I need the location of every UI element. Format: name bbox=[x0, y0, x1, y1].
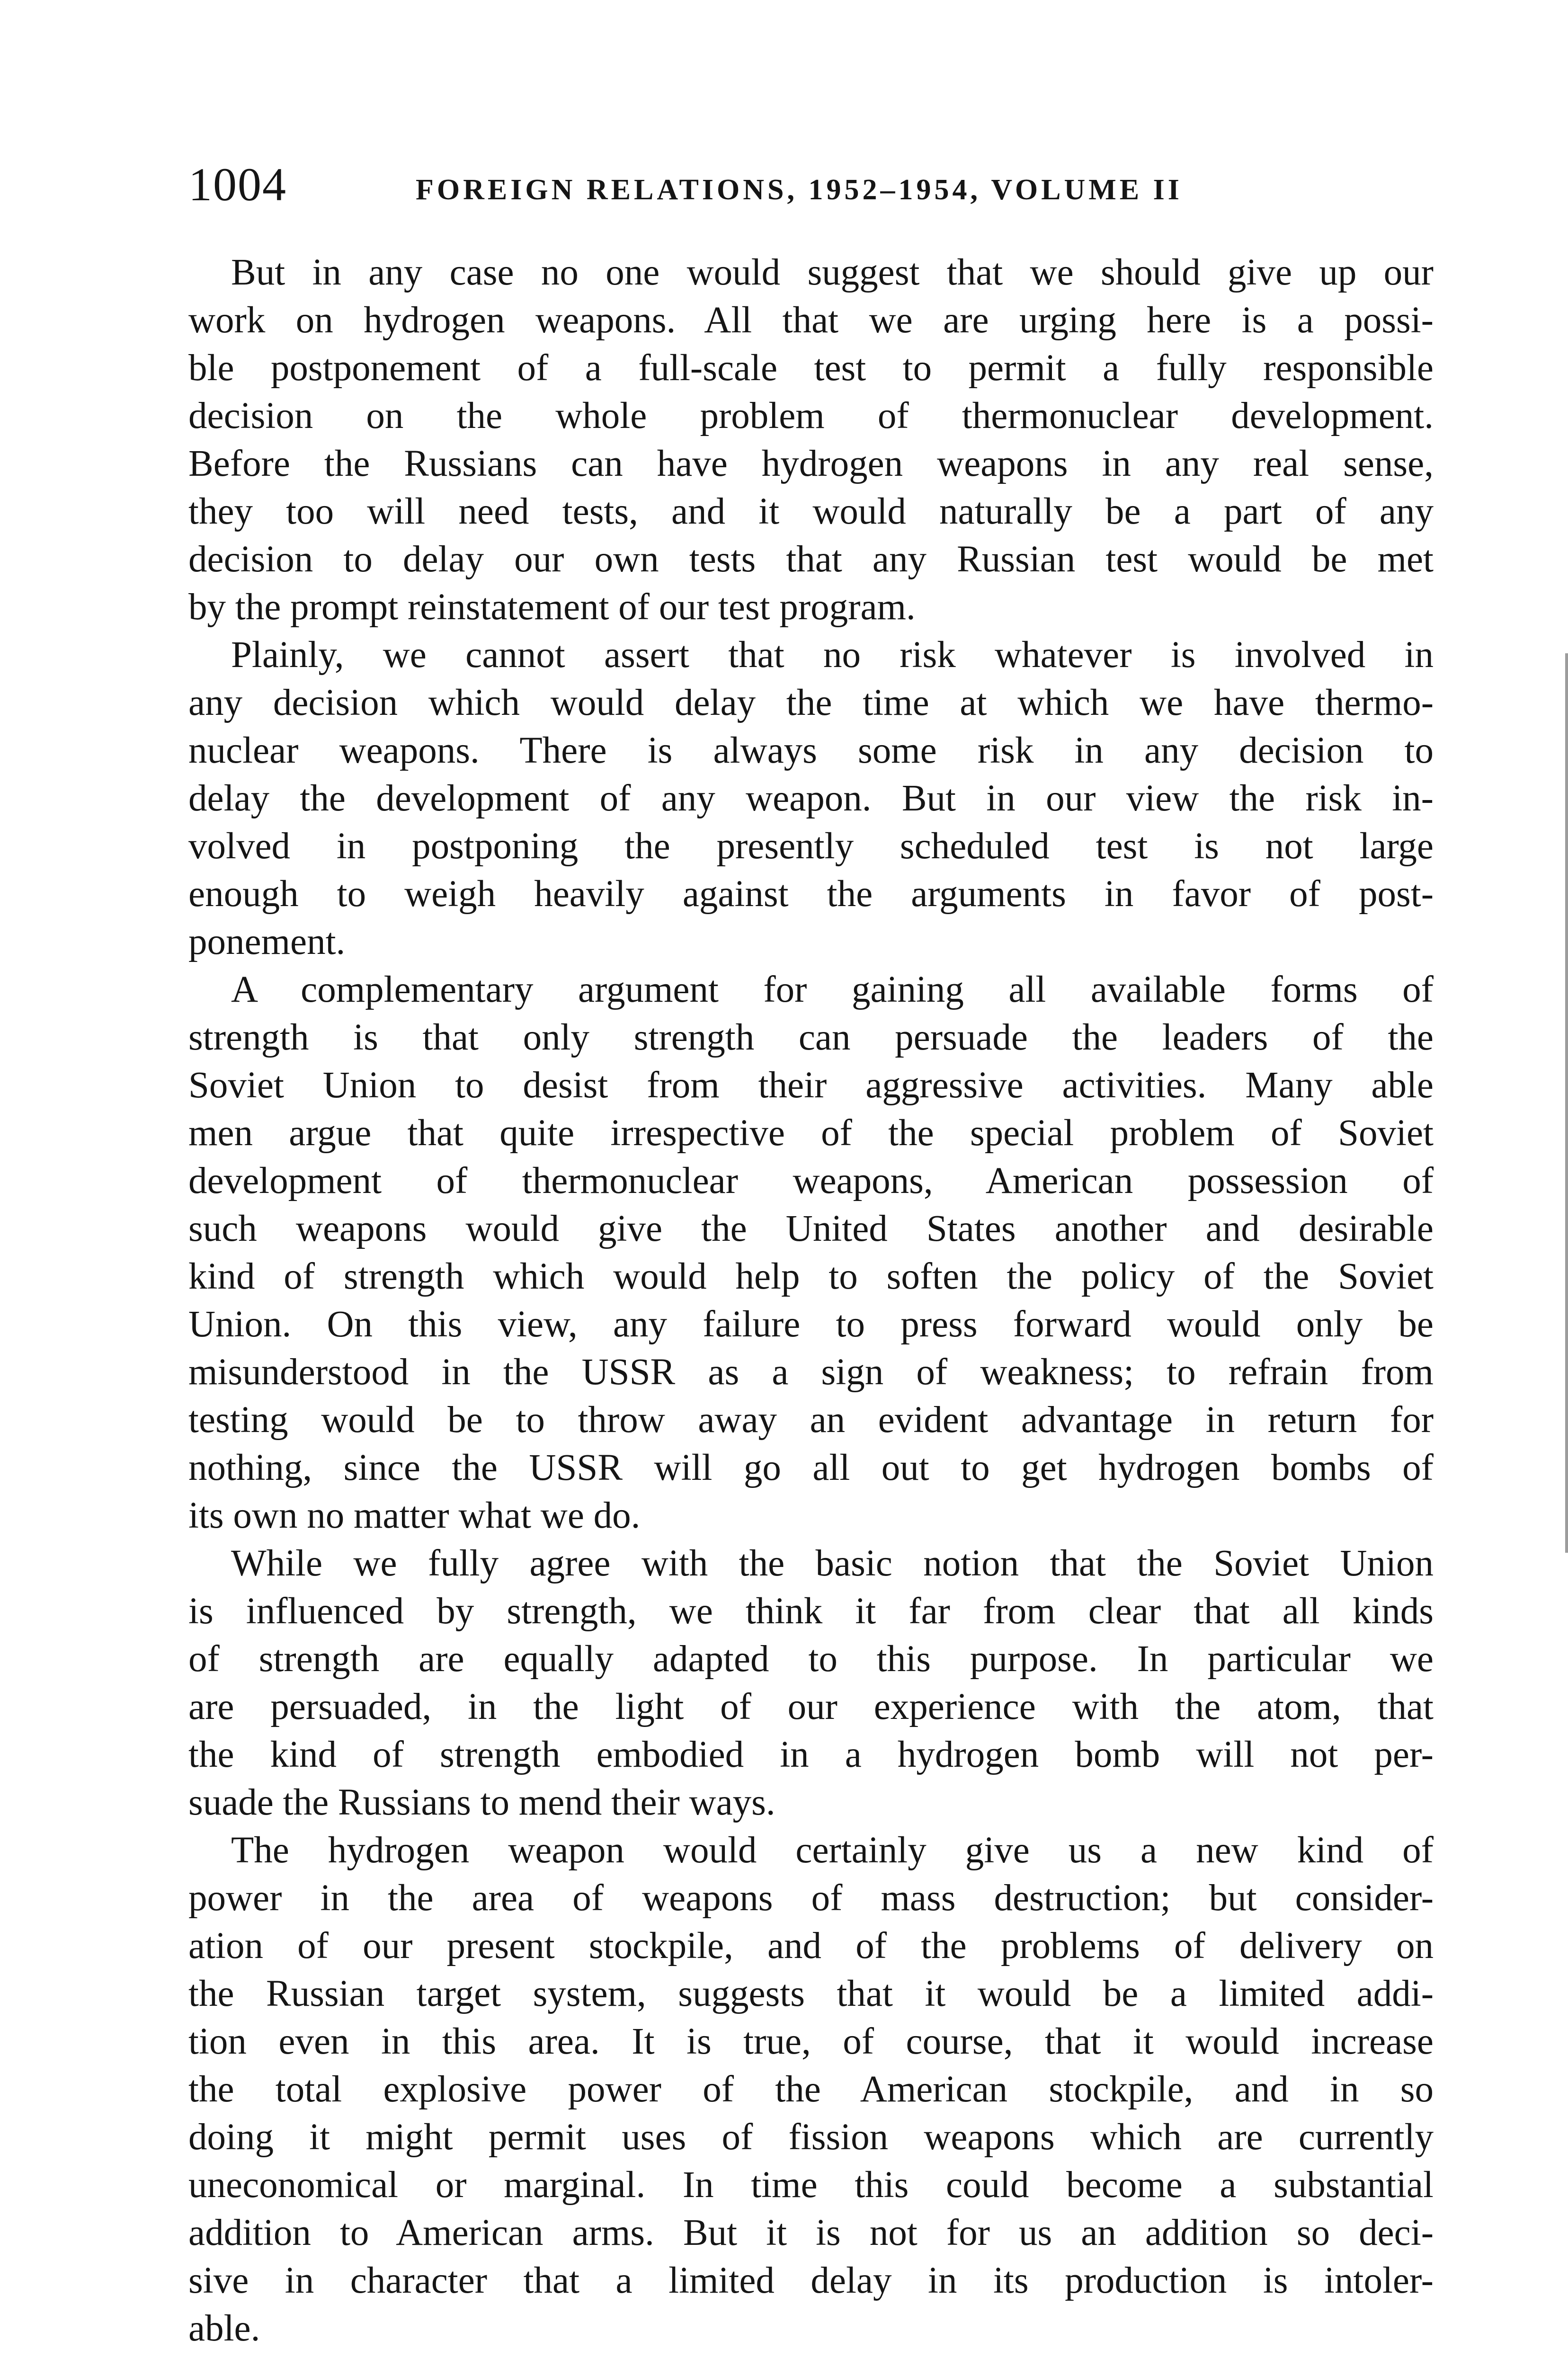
text-line: volved in postponing the presently scheduled test is not large bbox=[188, 826, 1434, 867]
text-line: addition to American arms. But it is not for us an addition so deci- bbox=[188, 2212, 1434, 2253]
text-line: able. bbox=[188, 2308, 260, 2349]
running-header bbox=[188, 159, 1438, 211]
paragraph-4 bbox=[188, 1539, 1434, 1826]
text-line: they too will need tests, and it would naturally be a part of any bbox=[188, 491, 1434, 532]
text-line: Before the Russians can have hydrogen weapons in any real sense, bbox=[188, 443, 1434, 484]
text-line: testing would be to throw away an evident advantage in return for bbox=[188, 1399, 1434, 1441]
body-text bbox=[188, 249, 1434, 2352]
text-line: of strength are equally adapted to this purpose. In particular we bbox=[188, 1638, 1434, 1680]
text-line: enough to weigh heavily against the arguments in favor of post- bbox=[188, 873, 1434, 915]
text-line: sive in character that a limited delay in its production is intoler- bbox=[188, 2260, 1434, 2301]
text-line: nothing, since the USSR will go all out to get hydrogen bombs of bbox=[188, 1447, 1434, 1488]
text-line: Plainly, we cannot assert that no risk whatever is involved in bbox=[231, 634, 1434, 676]
text-line: are persuaded, in the light of our experience with the atom, that bbox=[188, 1686, 1434, 1727]
text-line: uneconomical or marginal. In time this could become a substantial bbox=[188, 2164, 1434, 2206]
text-line: such weapons would give the United States another and desirable bbox=[188, 1208, 1434, 1249]
text-line: A complementary argument for gaining all available forms of bbox=[231, 969, 1434, 1010]
text-line: delay the development of any weapon. But in our view the risk in- bbox=[188, 778, 1434, 819]
text-line: ation of our present stockpile, and of the problems of delivery on bbox=[188, 1925, 1434, 1967]
text-line: kind of strength which would help to soften the policy of the Soviet bbox=[188, 1256, 1434, 1297]
text-line: power in the area of weapons of mass destruction; but consider- bbox=[188, 1878, 1434, 1919]
text-line: any decision which would delay the time at which we have thermo- bbox=[188, 682, 1434, 723]
text-line: the Russian target system, suggests that it would be a limited addi- bbox=[188, 1973, 1434, 2014]
paragraph-1 bbox=[188, 249, 1434, 631]
paragraph-3 bbox=[188, 966, 1434, 1539]
text-line: men argue that quite irrespective of the special problem of Soviet bbox=[188, 1112, 1434, 1154]
text-line: tion even in this area. It is true, of course, that it would increase bbox=[188, 2021, 1434, 2062]
text-line: strength is that only strength can persuade the leaders of the bbox=[188, 1017, 1434, 1058]
text-line: Union. On this view, any failure to press forward would only be bbox=[188, 1304, 1434, 1345]
text-line: Soviet Union to desist from their aggressive activities. Many able bbox=[188, 1065, 1434, 1106]
text-line: the total explosive power of the American stockpile, and in so bbox=[188, 2069, 1434, 2110]
text-line: is influenced by strength, we think it far from clear that all kinds bbox=[188, 1591, 1434, 1632]
text-line: doing it might permit uses of fission weapons which are currently bbox=[188, 2117, 1434, 2158]
text-line: development of thermonuclear weapons, American possession of bbox=[188, 1160, 1434, 1201]
text-line: While we fully agree with the basic notion that the Soviet Union bbox=[231, 1543, 1434, 1584]
text-line: misunderstood in the USSR as a sign of weakness; to refrain from bbox=[188, 1352, 1434, 1393]
text-line: decision on the whole problem of thermonuclear development. bbox=[188, 395, 1434, 436]
text-line: But in any case no one would suggest that we should give up our bbox=[231, 252, 1434, 293]
paragraph-2 bbox=[188, 631, 1434, 966]
running-title: FOREIGN RELATIONS, 1952–1954, VOLUME II bbox=[416, 174, 1183, 206]
text-line: The hydrogen weapon would certainly give us a new kind of bbox=[231, 1830, 1434, 1871]
text-line: ble postponement of a full-scale test to permit a fully responsible bbox=[188, 347, 1434, 389]
text-line: work on hydrogen weapons. All that we are urging here is a possi- bbox=[188, 300, 1434, 341]
page-number: 1004 bbox=[188, 158, 287, 211]
text-line: ponement. bbox=[188, 921, 346, 962]
text-line: its own no matter what we do. bbox=[188, 1495, 641, 1536]
paragraph-5 bbox=[188, 1826, 1434, 2352]
text-line: the kind of strength embodied in a hydrogen bomb will not per- bbox=[188, 1734, 1434, 1775]
text-line: suade the Russians to mend their ways. bbox=[188, 1782, 775, 1823]
scan-edge-shadow bbox=[1565, 653, 1568, 1553]
text-line: by the prompt reinstatement of our test program. bbox=[188, 587, 916, 628]
text-line: nuclear weapons. There is always some risk in any decision to bbox=[188, 730, 1434, 771]
text-line: decision to delay our own tests that any Russian test would be met bbox=[188, 539, 1434, 580]
